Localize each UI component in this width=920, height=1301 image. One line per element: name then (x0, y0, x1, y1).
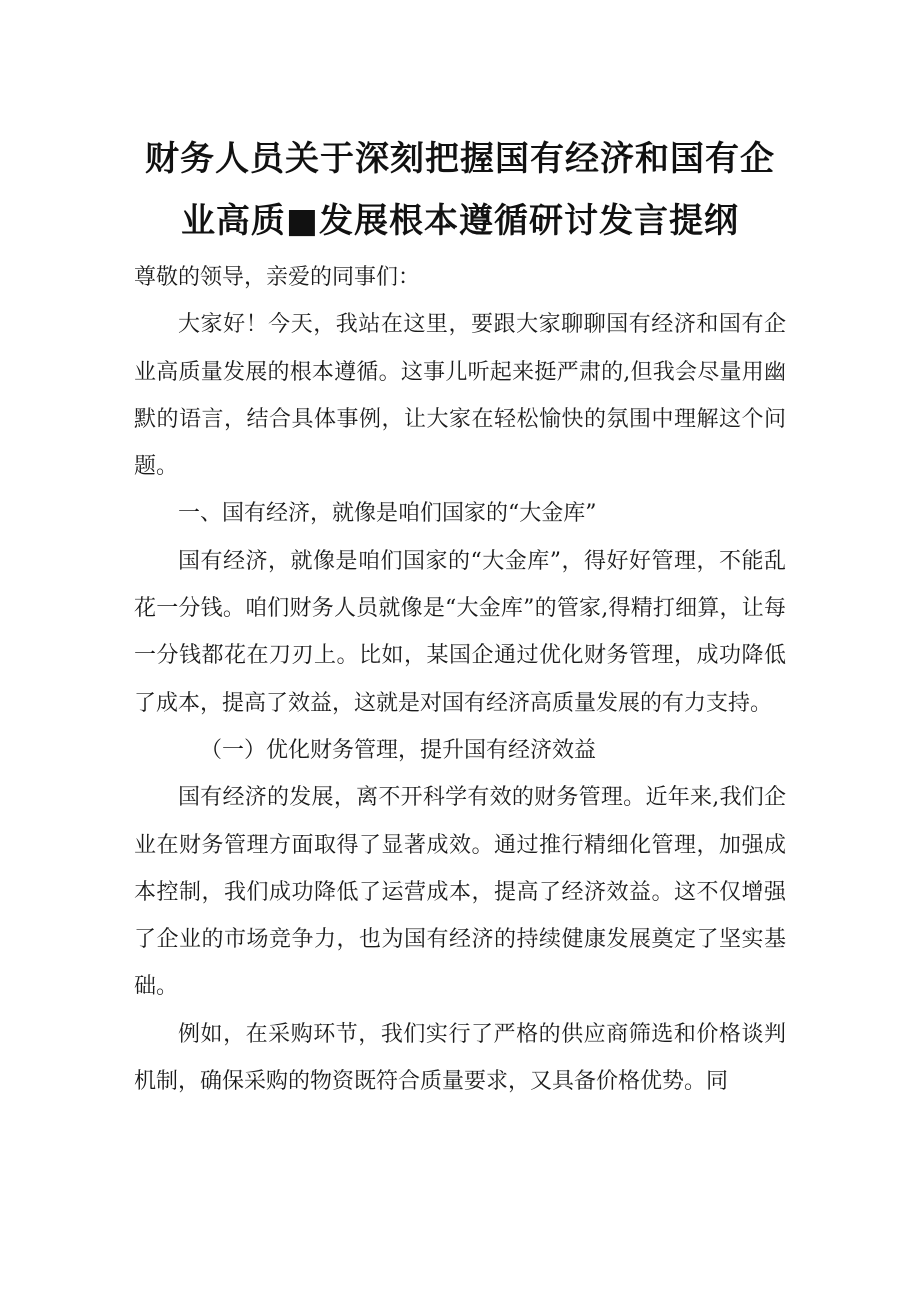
section-heading-1: 一、国有经济，就像是咱们国家的“大金库” (178, 501, 597, 527)
document-title (134, 128, 786, 252)
paragraph-procurement-example: 例如，在采购环节，我们实行了严格的供应商筛选和价格谈判机制，确保采购的物资既符合质量要求，又具备价格优势。同 (134, 1021, 786, 1095)
paragraph-financial-management: 国有经济的发展，离不开科学有效的财务管理。近年来,我们企业在财务管理方面取得了显著成效。通过推行精细化管理，加强成本控制，我们成功降低了运营成本，提高了经济效益。这不仅增强了企业的市场竞争力，也为国有经济的持续健康发展奠定了坚实基础。 (134, 785, 786, 1000)
subsection-heading-1: （一）优化财务管理，提升国有经济效益 (200, 737, 597, 763)
title-line-2: 业高质■发展根本遵循研讨发言提纲 (180, 201, 740, 241)
paragraph-golden-vault: 国有经济，就像是咱们国家的“大金库”，得好好管理，不能乱花一分钱。咱们财务人员就像是“大金库”的管家,得精打细算，让每一分钱都花在刀刃上。比如，某国企通过优化财务管理，成功降低了成本，提高了效益，这就是对国有经济高质量发展的有力支持。 (134, 548, 786, 716)
salutation: 尊敬的领导，亲爱的同事们： (134, 265, 421, 290)
title-line-1: 财务人员关于深刻把握国有经济和国有企 (145, 139, 775, 179)
paragraph-greeting: 大家好！今天，我站在这里，要跟大家聊聊国有经济和国有企业高质量发展的根本遵循。这事儿听起来挺严肃的,但我会尽量用幽默的语言，结合具体事例，让大家在轻松愉快的氛围中理解这个问题。 (134, 312, 786, 480)
document-body (134, 254, 786, 1105)
